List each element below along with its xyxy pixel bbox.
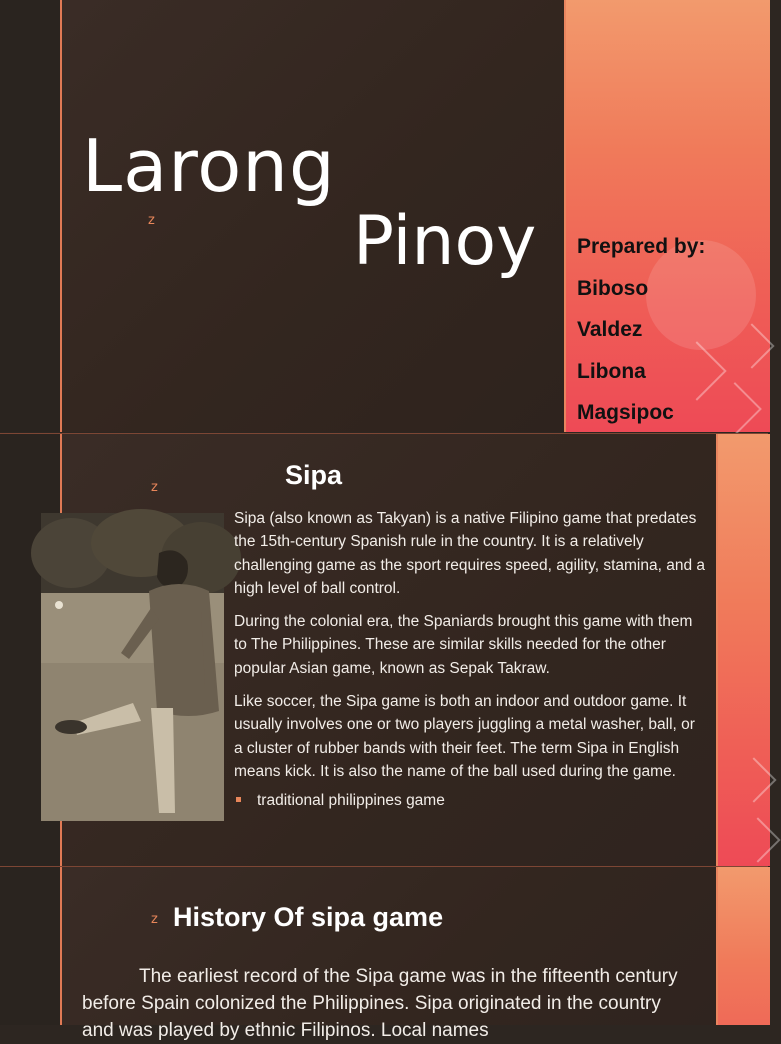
slide-title-line2: Pinoy [353,202,537,281]
sipa-player-illustration [41,513,224,821]
z-marker: z [148,213,155,228]
bullet-item [234,789,706,812]
author-name: Biboso [577,276,649,300]
chevron-decoration [735,817,780,862]
author-name: Libona [577,359,646,383]
accent-line [60,867,62,1025]
history-paragraph: The earliest record of the Sipa game was in the fifteenth century before Spain colonized the Philippines. Sipa originated in the country and was played by ethnic Filipinos. Local names [82,966,678,1041]
paragraph: Like soccer, the Sipa game is both an indoor and outdoor game. It usually involves one or two players juggling a metal washer, ball, or a cluster of rubber bands with their feet. The term Sipa in English means kick. It is also the name of the ball used during the game. [234,693,695,780]
sipa-title: Sipa [285,460,343,490]
paragraph: Sipa (also known as Takyan) is a native Filipino game that predates the 15th-century Spanish rule in the country. It is a relatively challenging game as the sport requires speed, agility, stamina, and a high level of ball control. [234,510,706,597]
chevron-decoration [708,382,762,436]
gradient-side-panel [716,867,770,1025]
z-marker: z [151,480,158,495]
bullet-text: traditional philippines game [257,792,445,810]
left-strip [0,867,60,1025]
prepared-by-heading: Prepared by: [577,235,706,258]
slide-title-line1: Larong [82,124,336,208]
sipa-description [234,507,706,813]
author-name: Valdez [577,318,643,341]
paragraph: During the colonial era, the Spaniards brought this game with them to The Philippines. These are similar skills needed for the other popular Asian game, known as Sepak Takraw. [234,613,693,677]
sipa-slide [0,433,768,866]
bullet-square-icon [236,797,241,802]
chevron-decoration [731,757,776,802]
history-title: History Of sipa game [173,902,444,932]
title-slide [0,0,768,432]
author-name: Magsipoc [577,401,674,424]
z-marker: z [151,912,158,927]
accent-line [60,0,62,432]
prepared-by-block [577,226,705,434]
gradient-side-panel [716,434,770,866]
left-strip [0,0,60,432]
sipa-player-photo [41,513,224,821]
history-slide [0,866,768,1041]
